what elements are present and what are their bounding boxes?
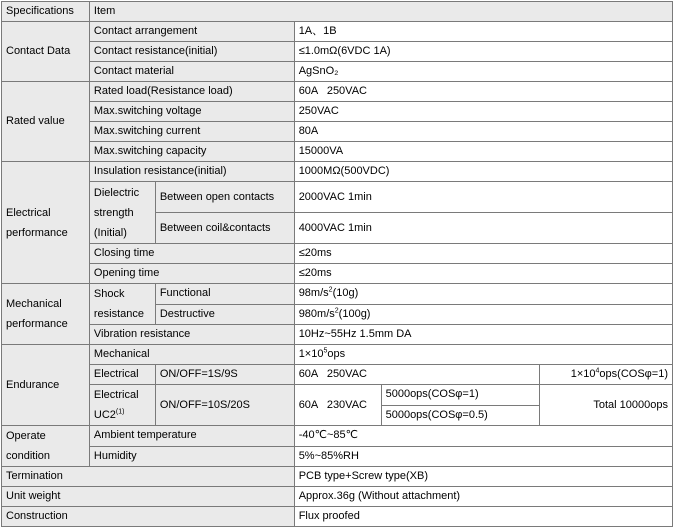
group-line: Mechanical [6,298,62,310]
table-row [2,162,673,182]
value-rated-load: 60A 250VAC [294,82,672,102]
value-text: (10g) [332,287,359,300]
item-functional: Functional [155,284,294,305]
specifications-table [1,1,673,527]
value-functional [294,284,672,305]
value-destructive [294,304,672,325]
value-uc2-ops-2: 5000ops(COSφ=0.5) [381,405,540,426]
shock-line: Shock [93,288,125,300]
item-opening-time: Opening time [89,264,294,284]
item-max-switching-voltage: Max.switching voltage [89,102,294,122]
value-uc2-load: 60A 230VAC [294,385,381,426]
table-row [2,182,673,213]
table-row [2,82,673,102]
table-row [2,446,673,467]
item-between-open-contacts: Between open contacts [155,182,294,213]
shock-line: resistance [93,308,145,320]
superscript: 2 [328,286,333,294]
value-text: 1×10 [570,368,596,380]
value-insulation-resistance: 1000MΩ(500VDC) [294,162,672,182]
item-mechanical-endurance: Mechanical [89,345,294,365]
group-line: Electrical [6,206,51,219]
value-humidity: 5%~85%RH [294,446,672,467]
group-contact-data: Contact Data [2,22,90,82]
value-text: 1×10 [298,348,324,360]
table-row [2,244,673,264]
value-max-switching-capacity: 15000VA [294,142,672,162]
item-ambient-temperature: Ambient temperature [89,426,294,447]
footnote-marker: (1) [115,408,125,416]
header-row [2,2,673,22]
table-row [2,284,673,305]
item-dielectric-strength [89,182,155,244]
table-row [2,122,673,142]
value-vibration-resistance: 10Hz~55Hz 1.5mm DA [294,325,672,345]
value-max-switching-voltage: 250VAC [294,102,672,122]
dielectric-line: strength [93,206,134,219]
header-specifications: Specifications [2,2,90,22]
item-destructive: Destructive [155,304,294,325]
group-line: performance [6,226,68,239]
value-electrical-load: 60A 250VAC [294,365,540,385]
dielectric-line: Dielectric [93,186,140,199]
item-humidity: Humidity [89,446,294,467]
item-vibration-resistance: Vibration resistance [89,325,294,345]
group-electrical-performance [2,162,90,284]
spec-table-container [1,1,673,527]
item-unit-weight: Unit weight [2,487,295,507]
value-uc2-total: Total 10000ops [540,385,673,426]
value-unit-weight: Approx.36g (Without attachment) [294,487,672,507]
value-max-switching-current: 80A [294,122,672,142]
item-construction: Construction [2,507,295,527]
group-operate-condition [2,426,90,467]
table-row [2,467,673,487]
group-mechanical-performance [2,284,90,345]
item-termination: Termination [2,467,295,487]
value-contact-material: AgSnO₂ [294,62,672,82]
value-between-open-contacts: 2000VAC 1min [294,182,672,213]
item-between-coil-contacts: Between coil&contacts [155,213,294,244]
table-row [2,62,673,82]
table-row [2,142,673,162]
value-opening-time: ≤20ms [294,264,672,284]
group-endurance: Endurance [2,345,90,426]
table-row [2,385,673,406]
group-line: condition [6,450,51,462]
dielectric-line: (Initial) [93,226,127,239]
item-max-switching-capacity: Max.switching capacity [89,142,294,162]
uc2-line: Electrical [93,389,139,401]
header-item: Item [89,2,672,22]
table-row [2,264,673,284]
superscript: 2 [334,307,339,315]
item-shock-resistance [89,284,155,325]
value-text: ops(COSφ=1) [599,368,668,380]
table-row [2,365,673,385]
value-text: ops [327,348,346,360]
value-between-coil-contacts: 4000VAC 1min [294,213,672,244]
value-construction: Flux proofed [294,507,672,527]
superscript: 5 [323,347,328,355]
value-closing-time: ≤20ms [294,244,672,264]
table-row [2,487,673,507]
item-max-switching-current: Max.switching current [89,122,294,142]
group-line: Operate [6,430,46,442]
table-row [2,102,673,122]
table-row [2,507,673,527]
item-electrical-uc2 [89,385,155,426]
value-text: (100g) [338,307,371,320]
item-contact-resistance: Contact resistance(initial) [89,42,294,62]
table-row [2,426,673,447]
value-mechanical-endurance [294,345,672,365]
value-text: 980m/s [298,307,335,320]
item-contact-arrangement: Contact arrangement [89,22,294,42]
item-closing-time: Closing time [89,244,294,264]
group-rated-value: Rated value [2,82,90,162]
value-contact-arrangement: 1A、1B [294,22,672,42]
item-electrical-onoff: ON/OFF=1S/9S [155,365,294,385]
table-row [2,325,673,345]
item-uc2-onoff: ON/OFF=10S/20S [155,385,294,426]
table-row [2,22,673,42]
value-ambient-temperature: -40℃~85℃ [294,426,672,447]
value-electrical-result [540,365,673,385]
table-row [2,42,673,62]
item-electrical-endurance: Electrical [89,365,155,385]
item-insulation-resistance: Insulation resistance(initial) [89,162,294,182]
item-rated-load: Rated load(Resistance load) [89,82,294,102]
group-line: performance [6,318,68,330]
table-row [2,345,673,365]
value-termination: PCB type+Screw type(XB) [294,467,672,487]
value-text: 98m/s [298,287,329,300]
value-uc2-ops-1: 5000ops(COSφ=1) [381,385,540,406]
uc2-line: UC2 [93,409,116,421]
value-contact-resistance: ≤1.0mΩ(6VDC 1A) [294,42,672,62]
superscript: 4 [595,367,600,375]
item-contact-material: Contact material [89,62,294,82]
